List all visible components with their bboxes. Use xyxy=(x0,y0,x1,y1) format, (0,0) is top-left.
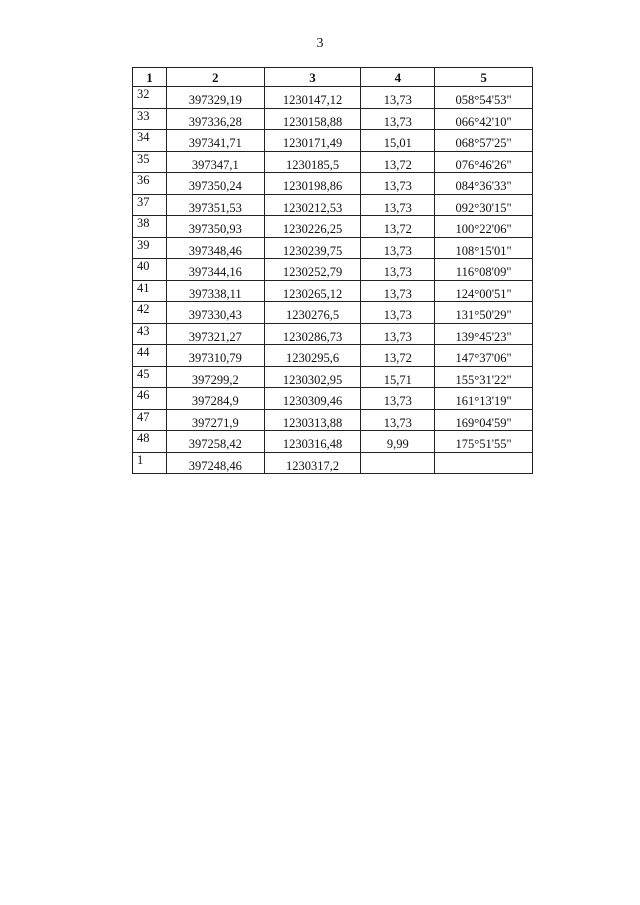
distance-cell: 13,73 xyxy=(361,173,435,195)
distance-cell: 13,73 xyxy=(361,388,435,410)
column-header-y: 3 xyxy=(264,68,361,87)
point-number-cell: 1 xyxy=(133,452,167,474)
x-coordinate-cell: 397248,46 xyxy=(166,452,264,474)
table-row xyxy=(133,323,533,345)
y-coordinate-cell: 1230252,79 xyxy=(264,259,361,281)
y-coordinate-cell: 1230158,88 xyxy=(264,108,361,130)
table-row xyxy=(133,409,533,431)
point-number-cell: 40 xyxy=(133,259,167,281)
column-header-bearing: 5 xyxy=(435,68,533,87)
table-header-row xyxy=(133,68,533,87)
y-coordinate-cell: 1230313,88 xyxy=(264,409,361,431)
table-row xyxy=(133,388,533,410)
x-coordinate-cell: 397338,11 xyxy=(166,280,264,302)
table-row xyxy=(133,194,533,216)
table-row xyxy=(133,280,533,302)
table-row xyxy=(133,431,533,453)
x-coordinate-cell: 397299,2 xyxy=(166,366,264,388)
column-header-x: 2 xyxy=(166,68,264,87)
table-row xyxy=(133,216,533,238)
x-coordinate-cell: 397348,46 xyxy=(166,237,264,259)
table-row xyxy=(133,366,533,388)
bearing-cell: 124°00'51" xyxy=(435,280,533,302)
x-coordinate-cell: 397329,19 xyxy=(166,87,264,109)
table-row xyxy=(133,151,533,173)
bearing-cell: 139°45'23" xyxy=(435,323,533,345)
x-coordinate-cell: 397350,93 xyxy=(166,216,264,238)
y-coordinate-cell: 1230286,73 xyxy=(264,323,361,345)
point-number-cell: 32 xyxy=(133,87,167,109)
point-number-cell: 39 xyxy=(133,237,167,259)
point-number-cell: 36 xyxy=(133,173,167,195)
bearing-cell: 068°57'25" xyxy=(435,130,533,152)
point-number-cell: 44 xyxy=(133,345,167,367)
bearing-cell: 108°15'01" xyxy=(435,237,533,259)
table-row xyxy=(133,108,533,130)
distance-cell: 13,73 xyxy=(361,409,435,431)
y-coordinate-cell: 1230226,25 xyxy=(264,216,361,238)
bearing-cell: 116°08'09" xyxy=(435,259,533,281)
x-coordinate-cell: 397321,27 xyxy=(166,323,264,345)
x-coordinate-cell: 397350,24 xyxy=(166,173,264,195)
bearing-cell: 131°50'29" xyxy=(435,302,533,324)
x-coordinate-cell: 397347,1 xyxy=(166,151,264,173)
bearing-cell: 066°42'10" xyxy=(435,108,533,130)
point-number-cell: 41 xyxy=(133,280,167,302)
x-coordinate-cell: 397271,9 xyxy=(166,409,264,431)
x-coordinate-cell: 397258,42 xyxy=(166,431,264,453)
x-coordinate-cell: 397351,53 xyxy=(166,194,264,216)
y-coordinate-cell: 1230212,53 xyxy=(264,194,361,216)
distance-cell: 13,73 xyxy=(361,302,435,324)
table-row xyxy=(133,130,533,152)
x-coordinate-cell: 397344,16 xyxy=(166,259,264,281)
distance-cell: 13,73 xyxy=(361,259,435,281)
bearing-cell: 076°46'26" xyxy=(435,151,533,173)
distance-cell: 13,73 xyxy=(361,87,435,109)
table-row xyxy=(133,237,533,259)
point-number-cell: 37 xyxy=(133,194,167,216)
x-coordinate-cell: 397336,28 xyxy=(166,108,264,130)
y-coordinate-cell: 1230317,2 xyxy=(264,452,361,474)
point-number-cell: 46 xyxy=(133,388,167,410)
point-number-cell: 34 xyxy=(133,130,167,152)
distance-cell: 13,73 xyxy=(361,108,435,130)
y-coordinate-cell: 1230276,5 xyxy=(264,302,361,324)
table-row xyxy=(133,173,533,195)
column-header-point: 1 xyxy=(133,68,167,87)
y-coordinate-cell: 1230171,49 xyxy=(264,130,361,152)
point-number-cell: 45 xyxy=(133,366,167,388)
table-body xyxy=(133,87,533,474)
x-coordinate-cell: 397284,9 xyxy=(166,388,264,410)
table-row xyxy=(133,259,533,281)
point-number-cell: 48 xyxy=(133,431,167,453)
point-number-cell: 47 xyxy=(133,409,167,431)
point-number-cell: 43 xyxy=(133,323,167,345)
distance-cell: 13,72 xyxy=(361,151,435,173)
table-row xyxy=(133,452,533,474)
bearing-cell: 175°51'55" xyxy=(435,431,533,453)
bearing-cell: 147°37'06" xyxy=(435,345,533,367)
table-row xyxy=(133,302,533,324)
bearing-cell: 058°54'53" xyxy=(435,87,533,109)
bearing-cell: 092°30'15" xyxy=(435,194,533,216)
point-number-cell: 42 xyxy=(133,302,167,324)
distance-cell xyxy=(361,452,435,474)
distance-cell: 13,73 xyxy=(361,280,435,302)
x-coordinate-cell: 397341,71 xyxy=(166,130,264,152)
distance-cell: 15,71 xyxy=(361,366,435,388)
x-coordinate-cell: 397330,43 xyxy=(166,302,264,324)
bearing-cell xyxy=(435,452,533,474)
point-number-cell: 33 xyxy=(133,108,167,130)
distance-cell: 13,72 xyxy=(361,216,435,238)
y-coordinate-cell: 1230309,46 xyxy=(264,388,361,410)
x-coordinate-cell: 397310,79 xyxy=(166,345,264,367)
table-row xyxy=(133,345,533,367)
table-row xyxy=(133,87,533,109)
y-coordinate-cell: 1230295,6 xyxy=(264,345,361,367)
y-coordinate-cell: 1230239,75 xyxy=(264,237,361,259)
distance-cell: 15,01 xyxy=(361,130,435,152)
coordinates-table xyxy=(132,67,533,474)
distance-cell: 13,73 xyxy=(361,194,435,216)
bearing-cell: 161°13'19" xyxy=(435,388,533,410)
y-coordinate-cell: 1230316,48 xyxy=(264,431,361,453)
bearing-cell: 155°31'22" xyxy=(435,366,533,388)
y-coordinate-cell: 1230185,5 xyxy=(264,151,361,173)
y-coordinate-cell: 1230265,12 xyxy=(264,280,361,302)
y-coordinate-cell: 1230147,12 xyxy=(264,87,361,109)
distance-cell: 9,99 xyxy=(361,431,435,453)
distance-cell: 13,72 xyxy=(361,345,435,367)
bearing-cell: 169°04'59" xyxy=(435,409,533,431)
distance-cell: 13,73 xyxy=(361,237,435,259)
distance-cell: 13,73 xyxy=(361,323,435,345)
y-coordinate-cell: 1230302,95 xyxy=(264,366,361,388)
bearing-cell: 084°36'33" xyxy=(435,173,533,195)
y-coordinate-cell: 1230198,86 xyxy=(264,173,361,195)
point-number-cell: 38 xyxy=(133,216,167,238)
bearing-cell: 100°22'06" xyxy=(435,216,533,238)
point-number-cell: 35 xyxy=(133,151,167,173)
page-number: 3 xyxy=(316,36,324,51)
column-header-distance: 4 xyxy=(361,68,435,87)
